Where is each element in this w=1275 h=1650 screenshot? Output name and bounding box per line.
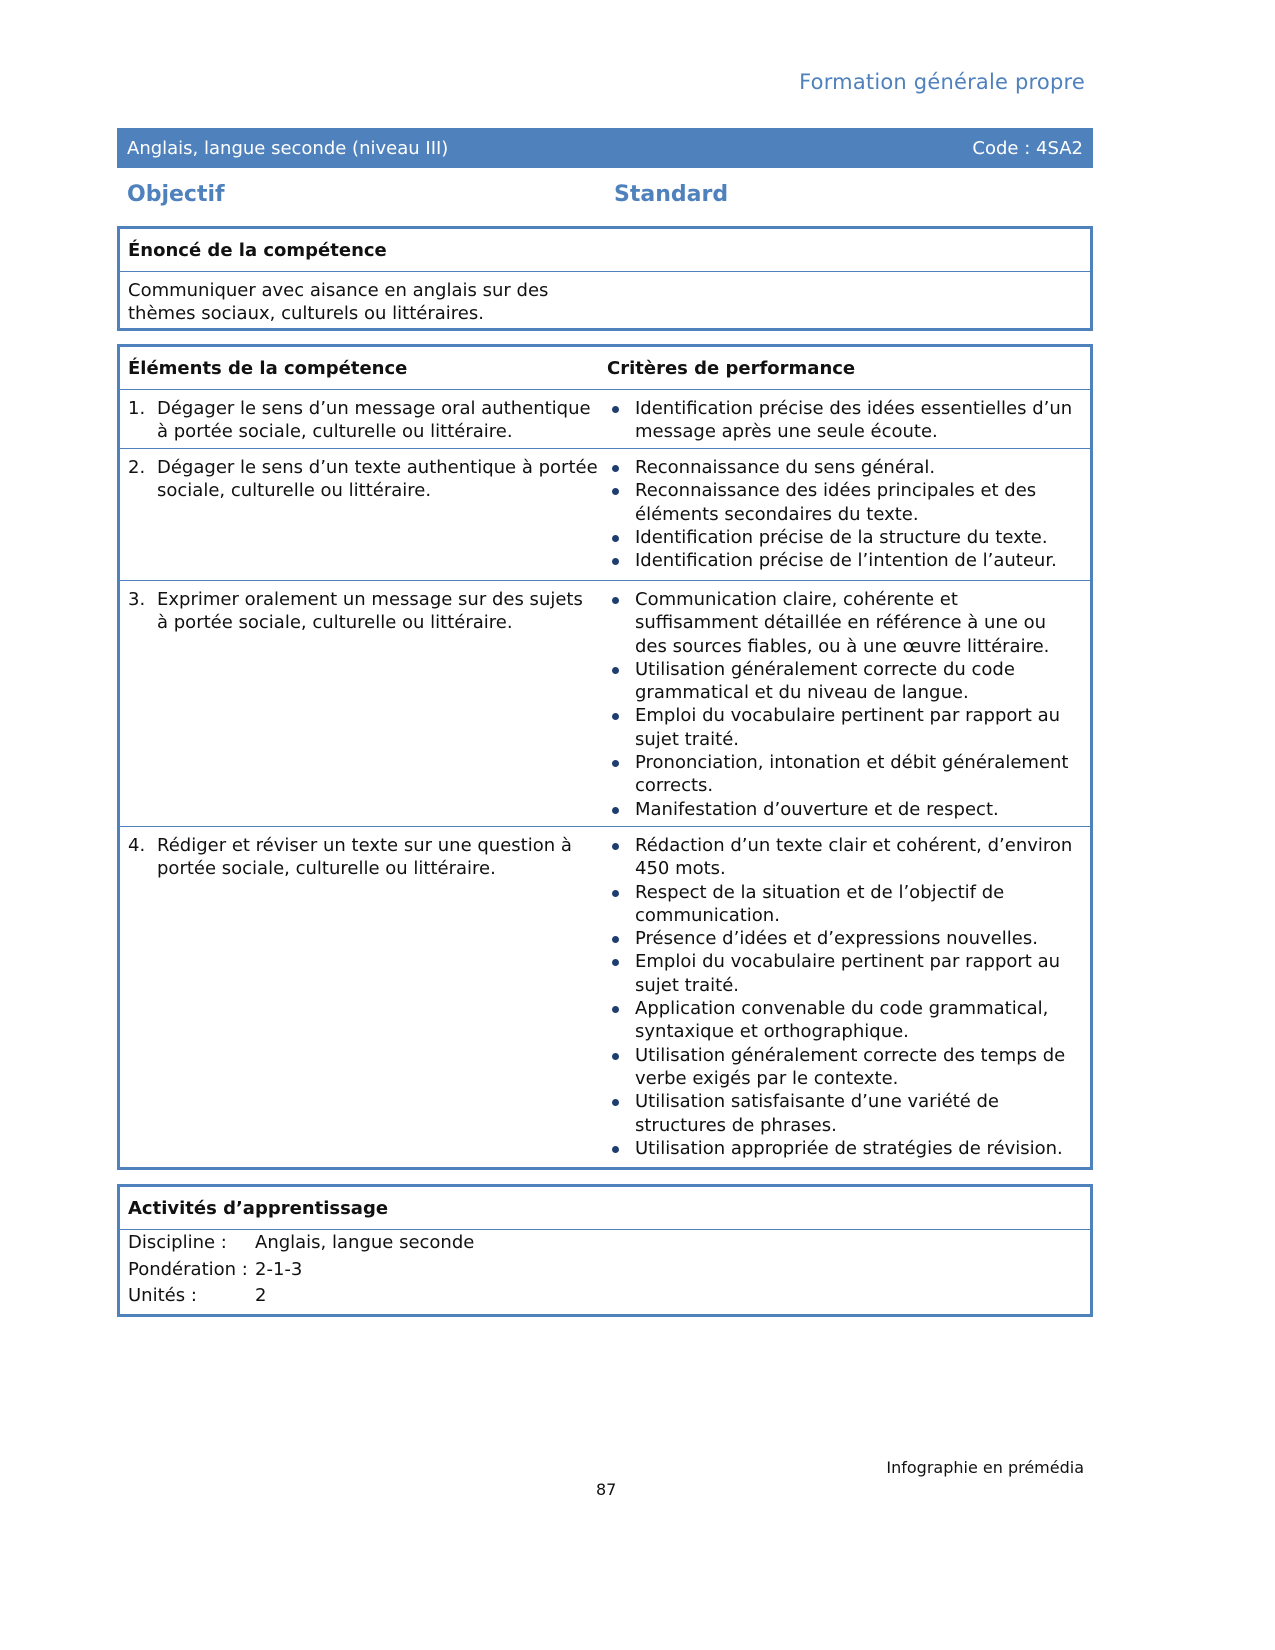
criterion: Identification précise de la structure du texte.	[607, 526, 1082, 549]
criteria-list	[607, 456, 1082, 572]
table-row	[120, 449, 1090, 581]
criterion: Emploi du vocabulaire pertinent par rapport au sujet traité.	[607, 704, 1082, 751]
activity-line	[128, 1257, 1082, 1284]
criterion: Identification précise des idées essentielles d’un message après une seule écoute.	[607, 397, 1082, 444]
statement-line-2: thèmes sociaux, culturels ou littéraires.	[128, 303, 484, 324]
competency-statement-box	[117, 226, 1093, 331]
element-number: 2.	[128, 457, 146, 478]
table-row	[120, 581, 1090, 827]
section-title: Formation générale propre	[799, 70, 1085, 94]
elements-criteria-table	[117, 344, 1093, 1170]
criteria-list	[607, 397, 1082, 444]
element-text: Exprimer oralement un message sur des sujets à portée sociale, culturelle ou littéraire.	[157, 589, 583, 633]
criterion: Rédaction d’un texte clair et cohérent, d’environ 450 mots.	[607, 834, 1082, 881]
criterion: Utilisation appropriée de stratégies de révision.	[607, 1137, 1082, 1160]
criterion: Utilisation satisfaisante d’une variété de structures de phrases.	[607, 1090, 1082, 1137]
criterion: Application convenable du code grammatical, syntaxique et orthographique.	[607, 997, 1082, 1044]
statement-heading: Énoncé de la compétence	[120, 229, 1090, 272]
course-band	[117, 128, 1093, 168]
criterion: Reconnaissance des idées principales et des éléments secondaires du texte.	[607, 479, 1082, 526]
element-number: 1.	[128, 398, 146, 419]
activity-label: Unités :	[128, 1285, 197, 1306]
course-code: Code : 4SA2	[972, 137, 1083, 159]
table-row	[120, 390, 1090, 449]
criterion: Présence d’idées et d’expressions nouvelles.	[607, 927, 1082, 950]
criterion: Reconnaissance du sens général.	[607, 456, 1082, 479]
objective-heading: Objectif	[127, 182, 225, 207]
element-text: Rédiger et réviser un texte sur une question à portée sociale, culturelle ou littéraire.	[157, 835, 572, 879]
element-text: Dégager le sens d’un message oral authentique à portée sociale, culturelle ou littéraire.	[157, 398, 591, 442]
page-number: 87	[596, 1480, 617, 1499]
table-row	[120, 827, 1090, 1167]
activity-value: 2-1-3	[255, 1258, 303, 1280]
program-name: Infographie en prémédia	[886, 1458, 1084, 1477]
activity-label: Pondération :	[128, 1258, 248, 1280]
header-criteria: Critères de performance	[607, 357, 856, 379]
standard-heading: Standard	[614, 182, 729, 207]
learning-activities-box	[117, 1184, 1093, 1317]
header-elements: Éléments de la compétence	[128, 357, 408, 379]
criterion: Respect de la situation et de l’objectif de communication.	[607, 881, 1082, 928]
element-text: Dégager le sens d’un texte authentique à portée sociale, culturelle ou littéraire.	[157, 457, 598, 501]
activities-heading: Activités d’apprentissage	[120, 1187, 1090, 1230]
criteria-list	[607, 588, 1082, 821]
criterion: Identification précise de l’intention de l’auteur.	[607, 549, 1082, 572]
activity-value: 2	[255, 1285, 267, 1306]
statement-line-1: Communiquer avec aisance en anglais sur des	[128, 280, 549, 301]
element-number: 3.	[128, 589, 146, 610]
activity-line	[128, 1230, 1082, 1257]
criterion: Prononciation, intonation et débit généralement corrects.	[607, 751, 1082, 798]
criterion: Emploi du vocabulaire pertinent par rapport au sujet traité.	[607, 950, 1082, 997]
criteria-list	[607, 834, 1082, 1160]
table-header	[120, 347, 1090, 390]
criterion: Communication claire, cohérente et suffisamment détaillée en référence à une ou des sources fiables, ou à une œuvre littéraire.	[607, 588, 1082, 658]
course-title: Anglais, langue seconde (niveau III)	[127, 137, 449, 159]
criterion: Manifestation d’ouverture et de respect.	[607, 798, 1082, 821]
activity-line	[128, 1283, 1082, 1310]
criterion: Utilisation généralement correcte des temps de verbe exigés par le contexte.	[607, 1044, 1082, 1091]
criterion: Utilisation généralement correcte du code grammatical et du niveau de langue.	[607, 658, 1082, 705]
activity-value: Anglais, langue seconde	[255, 1232, 475, 1253]
activity-label: Discipline :	[128, 1232, 227, 1253]
element-number: 4.	[128, 835, 146, 856]
